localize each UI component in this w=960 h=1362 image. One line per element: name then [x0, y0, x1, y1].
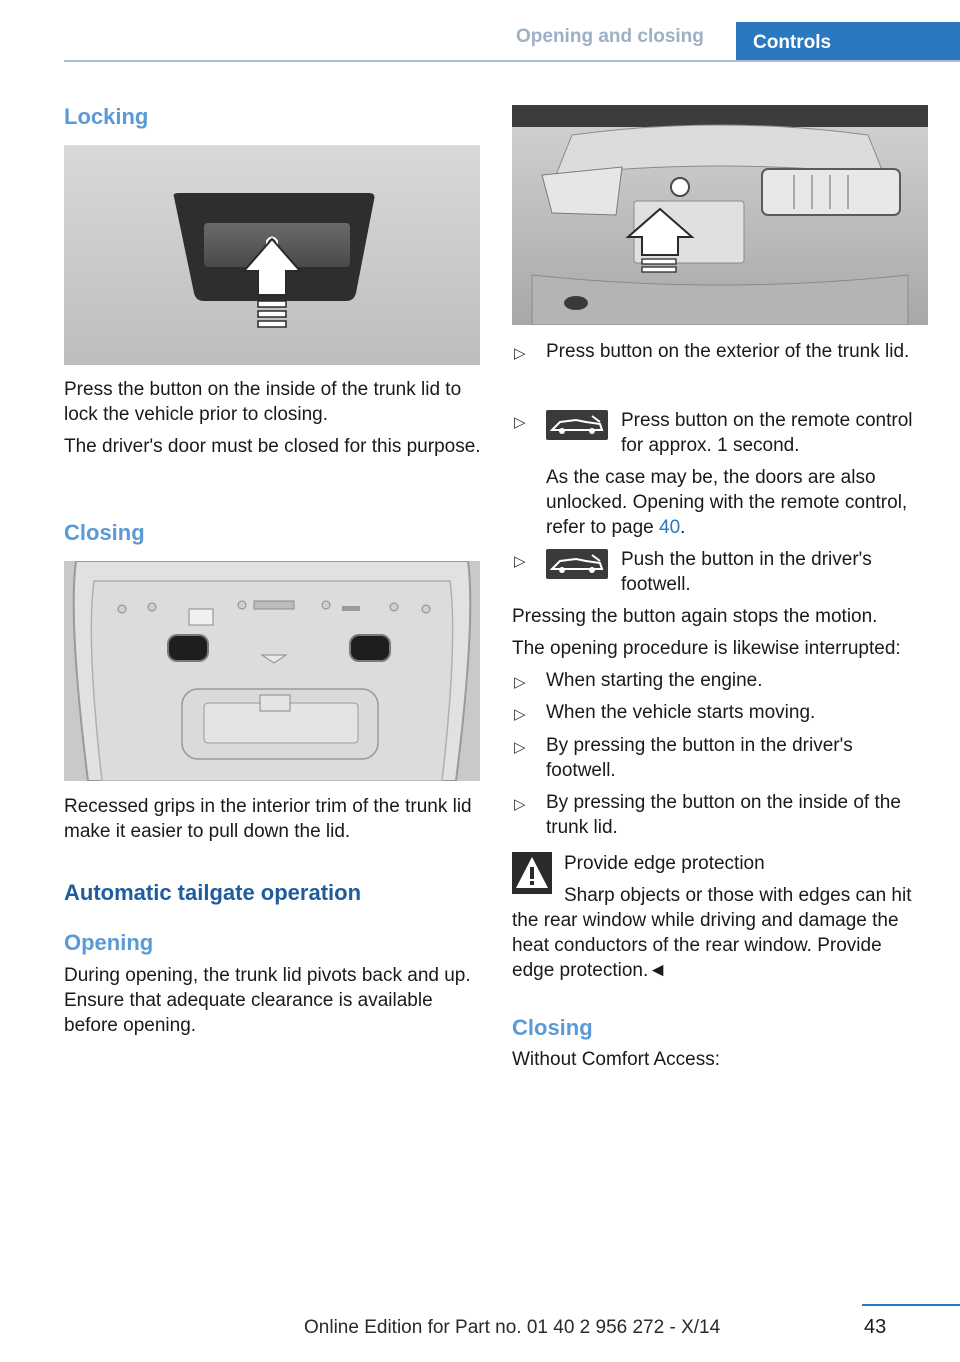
bullet-marker: ▷ [514, 706, 526, 723]
closing-heading: Closing [64, 520, 145, 545]
trunk-remote-icon [546, 549, 608, 579]
bullet-marker: ▷ [514, 739, 526, 756]
header-chapter-tab[interactable]: Controls [736, 22, 960, 62]
edition-footer: Online Edition for Part no. 01 40 2 956 272 - X/14 [304, 1317, 721, 1338]
opening-heading: Opening [64, 930, 154, 955]
footer-rule [862, 1304, 960, 1306]
bullet-marker: ▷ [514, 553, 526, 570]
figure-trunk-exterior [512, 105, 928, 325]
warning-title: Provide edge protection [564, 853, 765, 874]
bullet-marker: ▷ [514, 345, 526, 362]
automatic-tailgate-heading: Automatic tailgate operation [64, 880, 362, 905]
remote-note-text: As the case may be, the doors are also unlocked. Opening with the remote control, refer to page [546, 467, 908, 538]
paragraph-interrupted: The opening procedure is likewise interrupted: [512, 638, 901, 659]
page-number: 43 [864, 1316, 887, 1338]
closing-paragraph-1: Recessed grips in the interior trim of the trunk lid make it easier to pull down the lid. [64, 796, 472, 842]
closing-heading-right: Closing [512, 1015, 593, 1040]
paragraph-press-again: Pressing the button again stops the motion. [512, 606, 878, 627]
step-remote-control: Press button on the remote control for approx. 1 second. [621, 410, 913, 456]
opening-paragraph-1: During opening, the trunk lid pivots back and up. Ensure that adequate clearance is available before opening. [64, 965, 471, 1036]
locking-paragraph-1: Press the button on the inside of the trunk lid to lock the vehicle prior to closing. [64, 379, 462, 425]
interrupt-item-engine: When starting the engine. [546, 670, 763, 691]
bullet-marker: ▷ [514, 674, 526, 691]
figure-trunk-lock-button [64, 145, 480, 365]
page-reference-link[interactable]: 40 [659, 517, 681, 538]
interrupt-item-moving: When the vehicle starts moving. [546, 702, 816, 723]
trunk-remote-icon [546, 410, 608, 440]
interrupt-item-inside-button: By pressing the button on the inside of the trunk lid. [546, 792, 901, 838]
locking-heading: Locking [64, 104, 149, 129]
step-exterior-button: Press button on the exterior of the trunk lid. [546, 341, 910, 362]
header-rule [64, 60, 960, 62]
bullet-marker: ▷ [514, 796, 526, 813]
step-footwell-button: Push the button in the driver's footwell. [621, 549, 872, 595]
locking-paragraph-2: The driver's door must be closed for this purpose. [64, 436, 481, 457]
bullet-marker: ▷ [514, 414, 526, 431]
step-remote-note [546, 465, 926, 540]
warning-body: Sharp objects or those with edges can hit the rear window while driving and damage the heat conductors of the rear window. Provide edge protection.◄ [512, 885, 912, 981]
interrupt-item-footwell: By pressing the button in the driver's footwell. [546, 735, 853, 781]
header-section-title: Opening and closing [516, 26, 704, 47]
remote-note-end: . [680, 517, 686, 538]
figure-trunk-interior-grips [64, 561, 480, 781]
closing-paragraph-right: Without Comfort Access: [512, 1049, 721, 1070]
